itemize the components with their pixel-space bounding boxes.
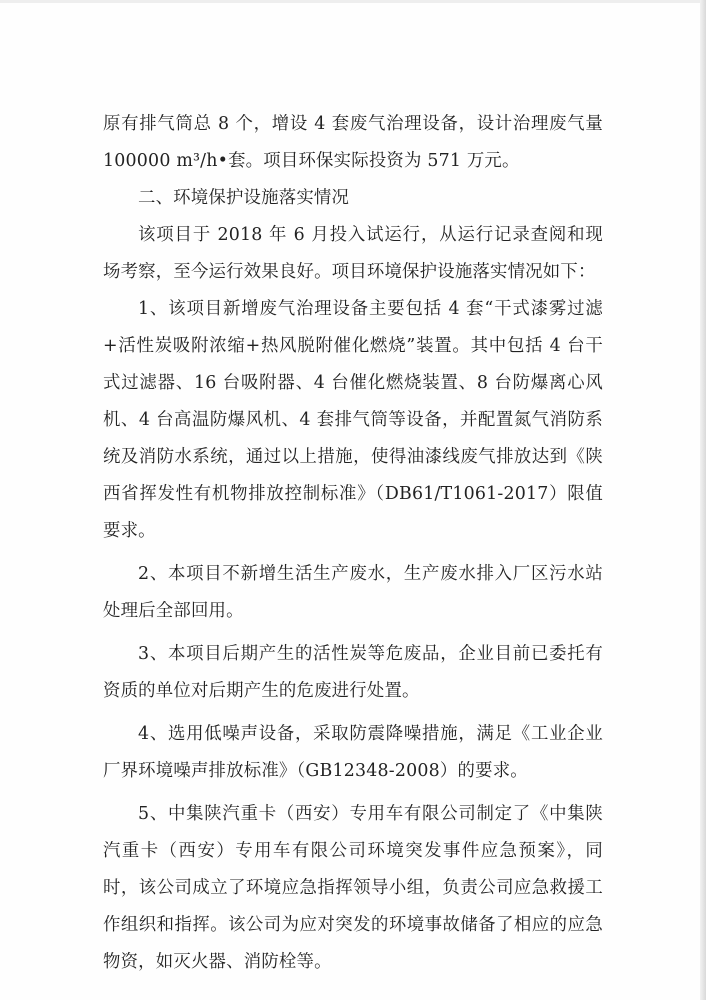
paragraph-item-1-exhaust-gas: 1、该项目新增废气治理设备主要包括 4 套“干式漆雾过滤+活性炭吸附浓缩+热风脱附催化燃烧”装置。其中包括 4 台干式过滤器、16 台吸附器、4 台催化燃烧装置、8 台防爆离心风机、4 台高温防爆风机、4 套排气筒等设备，并配置氮气消防系统及消防水系统，通过以上措施，使得油漆线废气排放达到《陕西省挥发性有机物排放控制标准》（DB61/T1061-2017）限值要求。 [103, 299, 603, 541]
paragraph-item-5-emergency-plan: 5、中集陕汽重卡（西安）专用车有限公司制定了《中集陕汽重卡（西安）专用车有限公司环境突发事件应急预案》，同时，该公司成立了环境应急指挥领导小组，负责公司应急救援工作组织和指挥。该公司为应对突发的环境事故储备了相应的应急物资，如灭火器、消防栓等。 [103, 804, 603, 972]
document-body [103, 106, 603, 981]
paragraph-item-3-hazardous-waste: 3、本项目后期产生的活性炭等危废品，企业目前已委托有资质的单位对后期产生的危废进行处置。 [103, 644, 603, 701]
section-heading-env-protection: 二、环境保护设施落实情况 [138, 188, 350, 208]
paragraph-investment: 原有排气筒总 8 个，增设 4 套废气治理设备，设计治理废气量 100000 m³/h•套。项目环保实际投资为 571 万元。 [103, 114, 603, 171]
paragraph-item-4-noise: 4、选用低噪声设备，采取防震降噪措施，满足《工业企业厂界环境噪声排放标准》（GB12348-2008）的要求。 [103, 724, 603, 781]
paragraph-item-2-wastewater: 2、本项目不新增生活生产废水，生产废水排入厂区污水站处理后全部回用。 [103, 564, 603, 621]
scan-top-edge [0, 0, 706, 3]
paragraph-trial-operation: 该项目于 2018 年 6 月投入试运行，从运行记录查阅和现场考察，至今运行效果良好。项目环境保护设施落实情况如下： [103, 225, 603, 282]
scan-right-edge [700, 0, 706, 1000]
